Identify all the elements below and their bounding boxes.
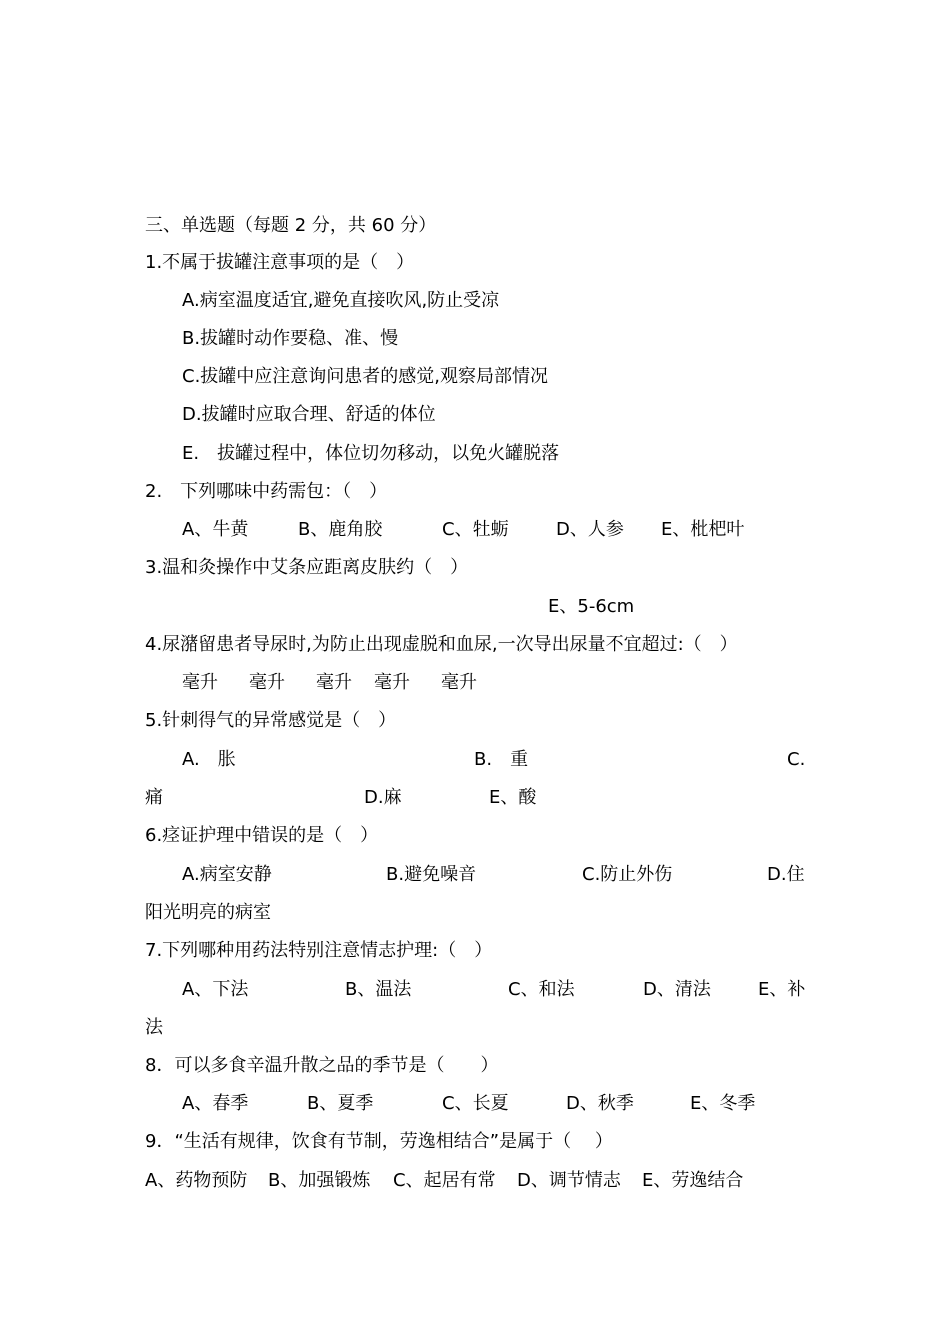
question-1-option-d: D.拔罐时应取合理、舒适的体位	[182, 404, 436, 425]
question-8-options: A、春季 B、夏季 C、长夏 D、秋季 E、冬季	[182, 1093, 756, 1114]
question-9-stem: 9．“生活有规律，饮食有节制，劳逸相结合”是属于（ ）	[145, 1131, 613, 1152]
question-5-options-row-1: A. 胀 B. 重 C.	[182, 749, 806, 770]
question-4-stem: 4.尿潴留患者导尿时,为防止出现虚脱和血尿,一次导出尿量不宜超过:（ ）	[145, 634, 738, 655]
question-7-stem: 7.下列哪种用药法特别注意情志护理:（ ）	[145, 940, 493, 961]
question-2-stem: 2. 下列哪味中药需包：（ ）	[145, 481, 388, 502]
question-3-stem: 3.温和灸操作中艾条应距离皮肤约（ ）	[145, 557, 469, 578]
question-6-stem: 6.痉证护理中错误的是（ ）	[145, 825, 379, 846]
question-7-options-row-1: A、下法 B、温法 C、和法 D、清法 E、补	[182, 979, 806, 1000]
question-3-options: E、5-6cm	[548, 596, 635, 617]
question-6-options-row-1: A.病室安静 B.避免噪音 C.防止外伤 D.住	[182, 864, 805, 885]
question-2-options: A、牛黄 B、鹿角胶 C、牡蛎 D、人参 E、枇杷叶	[182, 519, 745, 540]
question-1-option-c: C.拔罐中应注意询问患者的感觉,观察局部情况	[182, 366, 549, 387]
section-title: 三、单选题（每题 2 分，共 60 分）	[145, 215, 437, 236]
question-9-options: A、药物预防 B、加强锻炼 C、起居有常 D、调节情志 E、劳逸结合	[145, 1170, 744, 1191]
question-4-options: 毫升 毫升 毫升 毫升 毫升	[182, 672, 477, 693]
question-1-option-a: A.病室温度适宜,避免直接吹风,防止受凉	[182, 290, 500, 311]
question-1-option-e: E. 拔罐过程中，体位切勿移动，以免火罐脱落	[182, 443, 560, 464]
question-1-stem: 1.不属于拔罐注意事项的是（ ）	[145, 252, 415, 273]
question-1-option-b: B.拔罐时动作要稳、准、慢	[182, 328, 399, 349]
question-5-stem: 5.针刺得气的异常感觉是（ ）	[145, 710, 397, 731]
question-8-stem: 8．可以多食辛温升散之品的季节是（ ）	[145, 1055, 499, 1076]
question-6-options-row-2: 阳光明亮的病室	[145, 902, 271, 923]
question-7-options-row-2: 法	[145, 1017, 163, 1038]
question-5-options-row-2: 痛 D.麻 E、酸	[145, 787, 537, 808]
